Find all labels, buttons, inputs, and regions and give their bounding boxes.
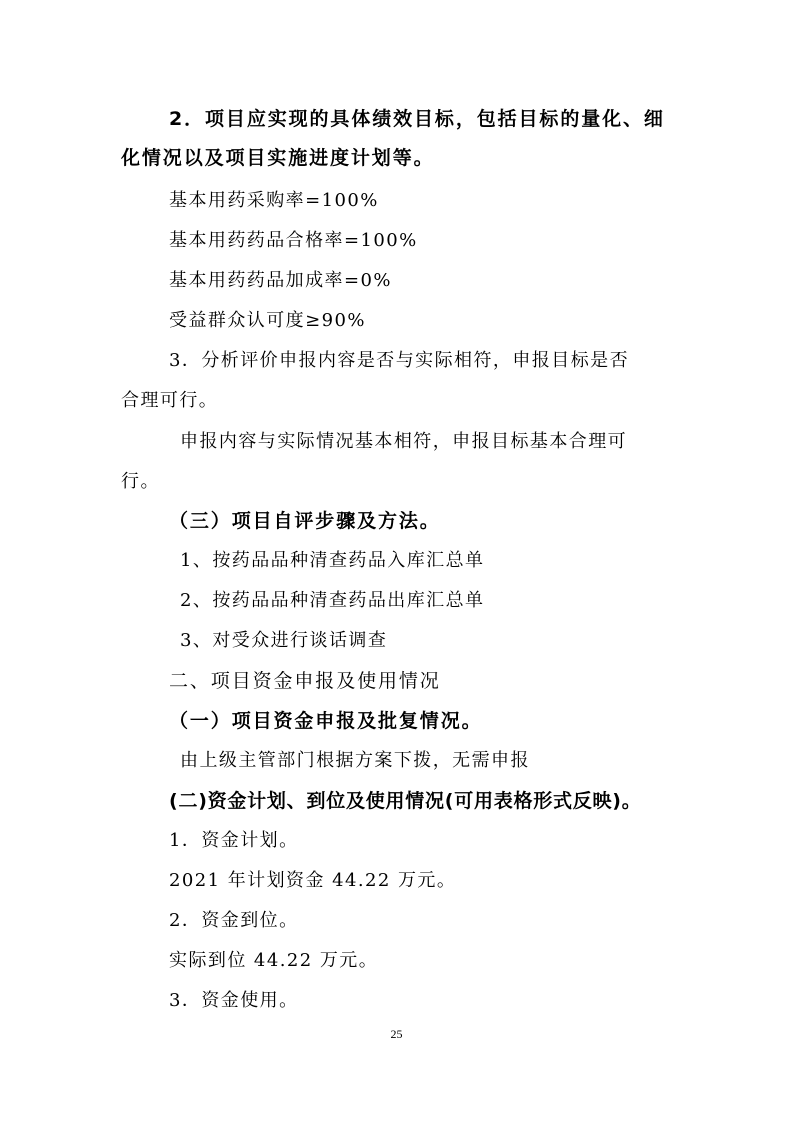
self-eval-step-3: 3、对受众进行谈话调查 xyxy=(180,630,388,651)
use-label: 3．资金使用。 xyxy=(169,990,299,1011)
analysis-line2: 合理可行。 xyxy=(121,390,219,411)
goal-heading-line1: 2．项目应实现的具体绩效目标，包括目标的量化、细 xyxy=(169,108,665,130)
goal-heading-line2: 化情况以及项目实施进度计划等。 xyxy=(121,147,435,169)
plan-label: 1．资金计划。 xyxy=(169,830,299,851)
self-eval-step-2: 2、按药品品种清查药品出库汇总单 xyxy=(180,590,485,611)
sub1-text: 由上级主管部门根据方案下拨，无需申报 xyxy=(180,750,530,771)
arrival-label: 2．资金到位。 xyxy=(169,910,299,931)
analysis-answer-line1: 申报内容与实际情况基本相符，申报目标基本合理可 xyxy=(180,431,628,452)
goal-item-purchase-rate: 基本用药采购率=100% xyxy=(169,190,379,211)
plan-text: 2021 年计划资金 44.22 万元。 xyxy=(169,870,457,891)
goal-item-qualification-rate: 基本用药药品合格率=100% xyxy=(169,230,418,251)
goal-item-satisfaction: 受益群众认可度≥90% xyxy=(169,310,366,331)
sub1-heading: （一）项目资金申报及批复情况。 xyxy=(169,710,483,732)
sub2-heading: (二)资金计划、到位及使用情况(可用表格形式反映)。 xyxy=(169,790,642,812)
self-eval-step-1: 1、按药品品种清查药品入库汇总单 xyxy=(180,550,485,571)
self-eval-heading: （三）项目自评步骤及方法。 xyxy=(169,510,441,532)
goal-item-markup-rate: 基本用药药品加成率=0% xyxy=(169,270,392,291)
arrival-text: 实际到位 44.22 万元。 xyxy=(169,950,379,971)
page-number: 25 xyxy=(390,1027,403,1041)
section2-heading: 二、项目资金申报及使用情况 xyxy=(169,670,441,692)
analysis-answer-line2: 行。 xyxy=(121,471,160,492)
analysis-line1: 3．分析评价申报内容是否与实际相符，申报目标是否 xyxy=(169,350,630,371)
